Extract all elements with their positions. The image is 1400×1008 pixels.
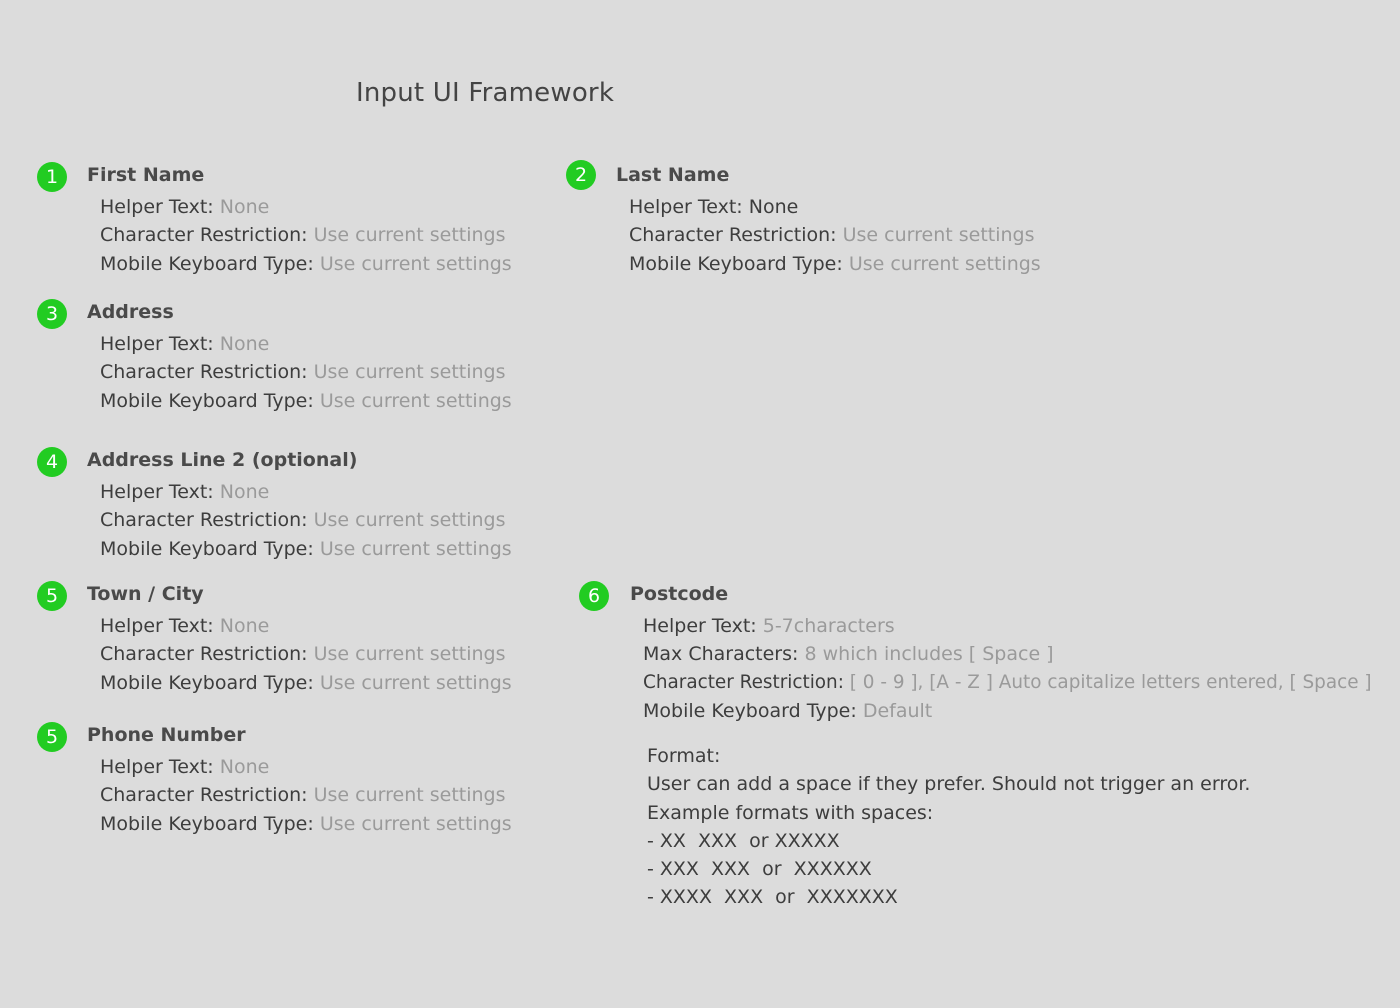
row-value: Use current settings — [313, 224, 506, 247]
row-label: Character Restriction: — [100, 224, 308, 247]
row-label: Max Characters: — [643, 643, 799, 666]
helper-text-row — [629, 193, 1041, 221]
row-value: Use current settings — [313, 784, 506, 807]
row-value: None — [748, 196, 799, 218]
field-title: First Name — [87, 164, 205, 186]
row-value: Default — [862, 699, 933, 722]
row-value: 5-7characters — [762, 615, 895, 637]
field-title: Address — [87, 301, 174, 323]
row-value: None — [219, 615, 270, 637]
format-example: - XXX XXX or XXXXXX — [647, 858, 872, 881]
number-badge: 3 — [37, 299, 67, 329]
format-example: - XX XXX or XXXXX — [647, 829, 840, 852]
number-badge: 6 — [579, 581, 609, 611]
row-value: Use current settings — [848, 252, 1041, 275]
row-label: Character Restriction: — [100, 643, 308, 666]
row-value: Use current settings — [313, 361, 506, 384]
field-title: Town / City — [87, 583, 204, 605]
row-label: Character Restriction: — [100, 784, 308, 807]
number-badge: 1 — [37, 162, 67, 192]
field-title: Last Name — [616, 164, 730, 186]
row-label: Mobile Keyboard Type: — [100, 812, 314, 835]
row-label: Helper Text: — [100, 615, 214, 637]
row-value: Use current settings — [319, 671, 512, 694]
format-examples-heading: Example formats with spaces: — [647, 801, 934, 824]
row-value: Use current settings — [319, 537, 512, 560]
number-badge: 4 — [37, 447, 67, 477]
character-restriction-row — [100, 640, 512, 668]
row-label: Helper Text: — [100, 196, 214, 218]
row-label: Helper Text: — [643, 615, 757, 637]
row-label: Mobile Keyboard Type: — [629, 252, 843, 275]
row-value: Use current settings — [319, 812, 512, 835]
helper-text-row — [100, 753, 512, 781]
row-label: Character Restriction: — [629, 224, 837, 247]
character-restriction-row — [100, 506, 512, 534]
row-value: None — [219, 196, 270, 218]
format-example: - XXXX XXX or XXXXXXX — [647, 886, 898, 909]
field-title: Postcode — [630, 583, 729, 605]
character-restriction-row — [100, 221, 512, 249]
row-label: Mobile Keyboard Type: — [100, 389, 314, 412]
helper-text-row — [100, 330, 512, 358]
row-value: Use current settings — [313, 509, 506, 532]
field-title: Phone Number — [87, 724, 246, 746]
helper-text-row — [100, 193, 512, 221]
character-restriction-row — [100, 781, 512, 809]
helper-text-row — [100, 612, 512, 640]
format-heading: Format: — [647, 745, 721, 767]
row-label: Mobile Keyboard Type: — [100, 671, 314, 694]
row-label: Helper Text: — [100, 756, 214, 778]
row-value: [ 0 - 9 ], [A - Z ] Auto capitalize letters entered, [ Space ] — [849, 671, 1372, 693]
page-title: Input UI Framework — [356, 78, 615, 108]
row-label: Character Restriction: — [643, 671, 844, 693]
helper-text-row — [100, 478, 512, 506]
field-title: Address Line 2 (optional) — [87, 449, 358, 471]
row-value: Use current settings — [842, 224, 1035, 247]
keyboard-type-row — [643, 697, 1372, 725]
max-characters-row — [643, 640, 1372, 668]
keyboard-type-row — [629, 250, 1041, 278]
keyboard-type-row — [100, 387, 512, 415]
row-label: Helper Text: — [100, 481, 214, 503]
row-label: Mobile Keyboard Type: — [100, 537, 314, 560]
number-badge: 5 — [37, 581, 67, 611]
character-restriction-row — [643, 669, 1372, 697]
postcode-format-notes — [647, 742, 1250, 912]
row-label: Helper Text: — [100, 333, 214, 355]
keyboard-type-row — [100, 535, 512, 563]
row-label: Character Restriction: — [100, 361, 308, 384]
keyboard-type-row — [100, 250, 512, 278]
row-value: Use current settings — [319, 389, 512, 412]
number-badge: 5 — [37, 722, 67, 752]
row-label: Mobile Keyboard Type: — [643, 699, 857, 722]
character-restriction-row — [629, 221, 1041, 249]
keyboard-type-row — [100, 810, 512, 838]
row-label: Mobile Keyboard Type: — [100, 252, 314, 275]
row-label: Character Restriction: — [100, 509, 308, 532]
row-value: Use current settings — [313, 643, 506, 666]
keyboard-type-row — [100, 669, 512, 697]
row-label: Helper Text: — [629, 196, 743, 218]
row-value: None — [219, 333, 270, 355]
row-value: Use current settings — [319, 252, 512, 275]
row-value: None — [219, 481, 270, 503]
row-value: None — [219, 756, 270, 778]
number-badge: 2 — [566, 160, 596, 190]
format-note: User can add a space if they prefer. Should not trigger an error. — [647, 773, 1251, 796]
row-value: 8 which includes [ Space ] — [804, 643, 1054, 666]
helper-text-row — [643, 612, 1372, 640]
character-restriction-row — [100, 358, 512, 386]
